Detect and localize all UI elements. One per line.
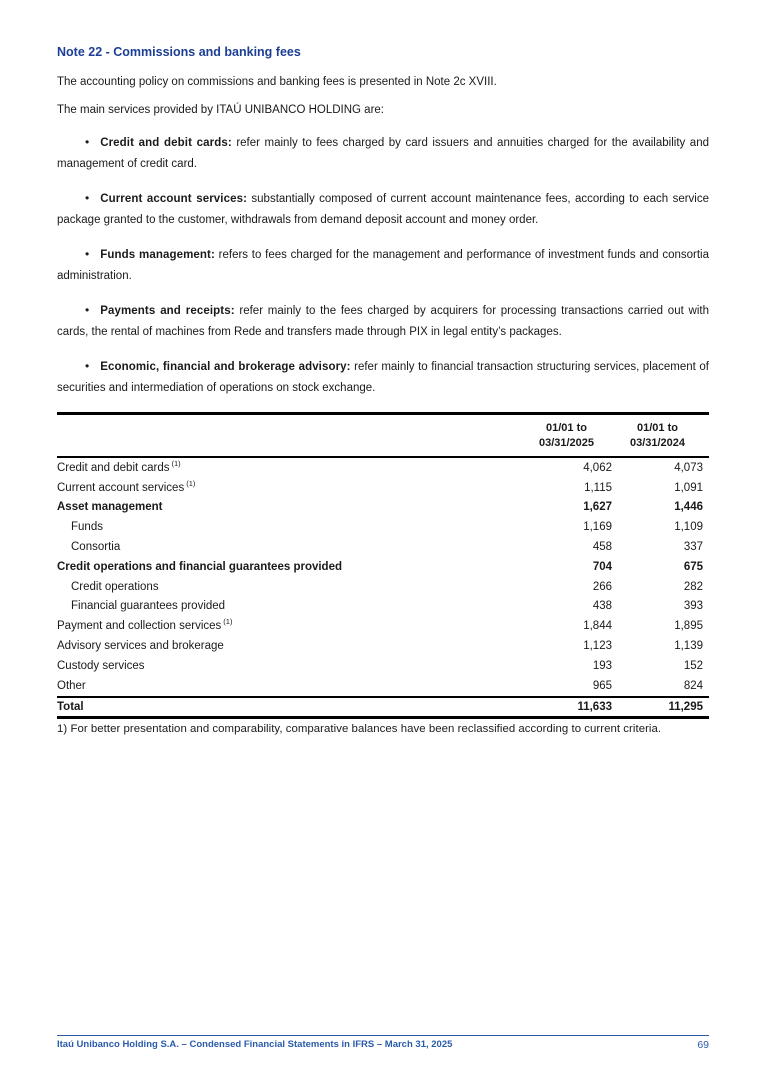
row-value-2025: 1,115: [584, 481, 612, 494]
bullet-icon: •: [85, 359, 90, 373]
row-value-2024: 824: [683, 679, 703, 692]
row-value-2024: 1,091: [674, 481, 703, 494]
row-value-2024: 1,139: [674, 640, 703, 653]
bullet-lead: Current account services:: [100, 193, 247, 205]
commissions-fees-table: [57, 412, 709, 719]
bullet-item-payments-receipts: [57, 300, 709, 343]
bullet-item-economic-advisory: [57, 356, 709, 399]
row-label: Payment and collection services $^{(1)}$: [57, 617, 233, 633]
footnote-ref: (1): [223, 617, 233, 627]
table-total-row: [57, 696, 709, 716]
row-label: Total: [57, 700, 84, 713]
paragraph-main-services: The main services provided by ITAÚ UNIBANCO HOLDING are:: [57, 103, 384, 116]
row-value-2024: 393: [683, 600, 703, 613]
table-footnote: 1) For better presentation and comparability, comparative balances have been reclassified according to current criteria.: [57, 722, 662, 735]
row-value-2024: 1,446: [674, 501, 703, 514]
column-header-line: 03/31/2024: [629, 436, 686, 449]
table-row: [57, 458, 709, 478]
row-value-2025: 1,627: [583, 501, 612, 514]
table-row: [57, 557, 709, 577]
row-value-2025: 1,844: [583, 620, 612, 633]
row-value-2024: 337: [683, 541, 703, 554]
row-label: Credit operations: [71, 580, 159, 593]
footnote-ref: (1): [171, 459, 181, 469]
row-label: Funds: [71, 521, 103, 534]
bullet-item-funds-management: [57, 244, 709, 287]
total-value-2024: 11,295: [668, 700, 703, 713]
bullet-icon: •: [85, 247, 90, 261]
row-label: Advisory services and brokerage: [57, 640, 224, 653]
bullet-lead: Credit and debit cards:: [100, 137, 232, 149]
table-row: [57, 616, 709, 636]
row-label: Credit operations and financial guarantees provided: [57, 560, 343, 573]
column-header-2025: [521, 421, 612, 450]
row-value-2024: 4,073: [674, 461, 703, 474]
row-value-2025: 4,062: [583, 461, 612, 474]
row-value-2024: 282: [683, 580, 703, 593]
row-value-2024: 1,109: [674, 521, 703, 534]
table-row: [57, 498, 709, 518]
row-label: Other: [57, 679, 86, 692]
row-value-2024: 1,895: [674, 620, 703, 633]
table-row: [57, 676, 709, 696]
paragraph-accounting-policy: The accounting policy on commissions and banking fees is presented in Note 2c XVIII.: [57, 76, 497, 88]
row-label: Financial guarantees provided: [71, 600, 226, 613]
row-value-2025: 193: [592, 659, 612, 672]
bullet-text: refers to fees charged for the management and performance of investment funds and consortia administration.: [57, 249, 710, 282]
table-header-row: [57, 415, 709, 458]
column-header-line: 03/31/2025: [538, 436, 595, 449]
row-label: Asset management: [57, 501, 163, 514]
table-row: [57, 478, 709, 498]
row-label: Consortia: [71, 541, 121, 554]
table-row: [57, 636, 709, 656]
bullet-text: refer mainly to financial transaction structuring services, placement of securities and intermediation of operations on stock exchange.: [57, 361, 709, 394]
bullet-text: refer mainly to fees charged by card issuers and annuities charged for the availability and management of credit card.: [57, 137, 709, 170]
row-label: Credit and debit cards $^{(1)}$: [57, 459, 181, 474]
total-value-2025: 11,633: [577, 700, 612, 713]
bullet-lead: Payments and receipts:: [100, 305, 235, 317]
column-header-line: 01/01 to: [637, 422, 678, 434]
row-value-2025: 458: [592, 541, 612, 554]
bullet-lead: Funds management:: [100, 249, 215, 261]
row-label: Custody services: [57, 659, 145, 672]
bullet-icon: •: [85, 191, 90, 205]
bullet-icon: •: [85, 135, 90, 149]
row-label: Current account services $^{(1)}$: [57, 478, 196, 494]
table-row: [57, 597, 709, 617]
row-value-2025: 965: [592, 679, 612, 692]
page-number: 69: [697, 1039, 709, 1051]
row-value-2025: 704: [592, 560, 612, 573]
table-row: [57, 537, 709, 557]
row-value-2025: 438: [592, 600, 612, 613]
row-value-2025: 1,123: [583, 640, 612, 653]
row-value-2024: 152: [683, 659, 703, 672]
bullet-icon: •: [85, 303, 90, 317]
row-value-2025: 1,169: [583, 521, 612, 534]
bullet-item-credit-debit-cards: [57, 132, 709, 175]
column-header-line: 01/01 to: [546, 422, 587, 434]
table-row: [57, 656, 709, 676]
bullet-text: substantially composed of current account maintenance fees, according to each service package granted to the customer, withdrawals from demand deposit account and money order.: [57, 193, 709, 226]
note-title: Note 22 - Commissions and banking fees: [57, 45, 301, 59]
table-row: [57, 577, 709, 597]
footer-document-title: Itaú Unibanco Holding S.A. – Condensed Financial Statements in IFRS – March 31, 2025: [57, 1039, 453, 1050]
bullet-lead: Economic, financial and brokerage advisory:: [100, 361, 351, 373]
row-value-2025: 266: [592, 580, 612, 593]
table-row: [57, 517, 709, 537]
page-footer: [57, 1035, 709, 1051]
column-header-2024: [612, 421, 703, 450]
bullet-item-current-account-services: [57, 188, 709, 231]
footnote-ref: (1): [186, 478, 196, 488]
row-value-2024: 675: [683, 560, 703, 573]
bullet-text: refer mainly to the fees charged by acquirers for processing transactions carried out with cards, the rental of machines from Rede and transfers made through PIX in legal entity’s packages.: [57, 305, 709, 338]
